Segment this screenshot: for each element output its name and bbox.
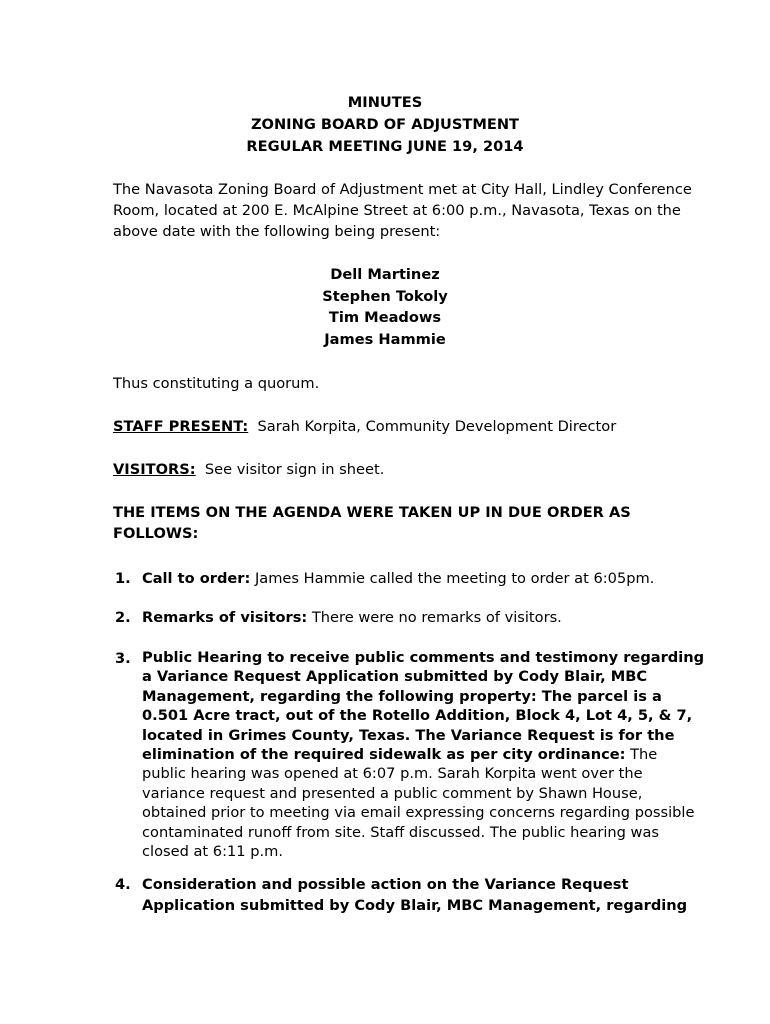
- item-number: 1.: [115, 570, 131, 587]
- item-body: [142, 874, 688, 916]
- agenda-intro-line: THE ITEMS ON THE AGENDA WERE TAKEN UP IN DUE ORDER AS: [113, 504, 631, 521]
- item-title-line: Management, regarding the following property: The parcel is a: [142, 687, 662, 705]
- item-title-line: Consideration and possible action on the Variance Request: [142, 876, 629, 893]
- staff-text: Sarah Korpita, Community Development Director: [257, 418, 617, 435]
- visitors-text: See visitor sign in sheet.: [204, 461, 385, 478]
- item-title: Call to order:: [142, 570, 251, 587]
- item-body: [142, 648, 705, 861]
- item-text-line: contaminated runoff from site. Staff discussed. The public hearing was: [142, 823, 660, 841]
- item-title-line: 0.501 Acre tract, out of the Rotello Addition, Block 4, Lot 4, 5, & 7,: [142, 707, 693, 725]
- quorum-statement: Thus constituting a quorum.: [113, 375, 320, 392]
- item-title-line: Public Hearing to receive public comments and testimony regarding: [142, 649, 705, 666]
- item-text-line: obtained prior to meeting via email expressing concerns regarding possible: [142, 804, 695, 822]
- agenda-intro: [113, 502, 673, 544]
- visitors-section: [113, 459, 658, 480]
- item-title-line: located in Grimes County, Texas. The Variance Request is for the: [142, 726, 675, 744]
- item-number: 2.: [115, 609, 131, 626]
- item-text-line: closed at 6:11 p.m.: [142, 843, 283, 861]
- item-text-line: public hearing was opened at 6:07 p.m. Sarah Korpita went over the: [142, 765, 643, 783]
- item-title-line: Application submitted by Cody Blair, MBC Management, regarding: [142, 897, 688, 914]
- intro-line: The Navasota Zoning Board of Adjustment met at City Hall, Lindley Conference: [113, 181, 692, 198]
- agenda-intro-line: FOLLOWS:: [113, 525, 199, 542]
- intro-paragraph: [113, 179, 692, 242]
- meeting-date: REGULAR MEETING JUNE 19, 2014: [246, 138, 524, 155]
- item-text: There were no remarks of visitors.: [311, 609, 562, 626]
- item-text: The: [630, 746, 658, 764]
- member-name: Stephen Tokoly: [322, 287, 448, 305]
- intro-line: above date with the following being present:: [113, 223, 441, 240]
- document-title: MINUTES: [347, 94, 423, 111]
- members-list: [0, 264, 770, 351]
- item-title-line: elimination of the required sidewalk as per city ordinance:: [142, 746, 626, 764]
- item-body: [142, 607, 667, 628]
- intro-line: Room, located at 200 E. McAlpine Street at 6:00 p.m., Navasota, Texas on the: [113, 202, 681, 219]
- item-body: [142, 568, 667, 589]
- visitors-label: VISITORS:: [113, 461, 196, 478]
- item-mixed-line: [142, 745, 667, 764]
- staff-present: [113, 416, 658, 437]
- board-name: ZONING BOARD OF ADJUSTMENT: [250, 116, 520, 133]
- member-name: Tim Meadows: [328, 309, 442, 327]
- item-text: James Hammie called the meeting to order at 6:05pm.: [254, 570, 655, 587]
- member-name: James Hammie: [324, 331, 446, 349]
- item-title: Remarks of visitors:: [142, 609, 308, 626]
- item-number: 3.: [115, 650, 131, 667]
- staff-label: STAFF PRESENT:: [113, 418, 249, 435]
- item-number: 4.: [115, 876, 131, 893]
- member-name: Dell Martinez: [330, 266, 440, 283]
- item-text-line: variance request and presented a public comment by Shawn House,: [142, 784, 643, 802]
- item-title-line: a Variance Request Application submitted by Cody Blair, MBC: [142, 668, 648, 686]
